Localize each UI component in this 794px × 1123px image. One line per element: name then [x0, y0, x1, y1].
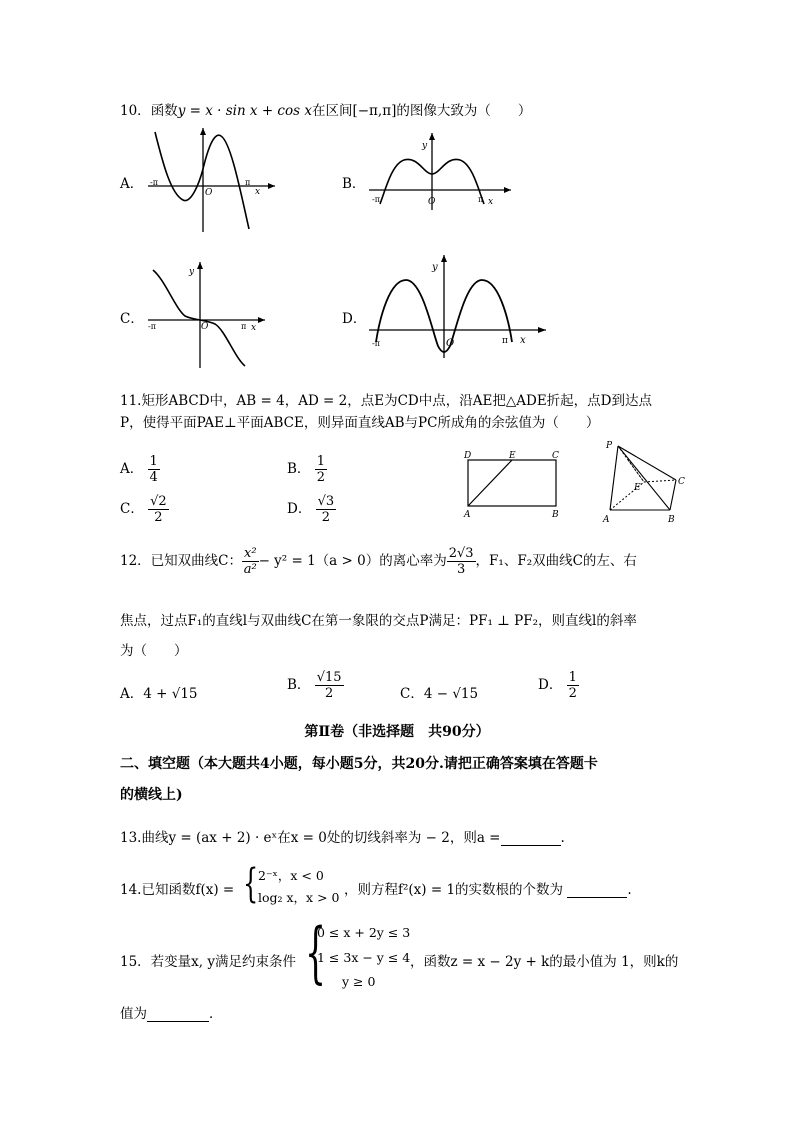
q11-option-b-label: B．	[287, 461, 311, 477]
q11-option-a-num: 1	[149, 454, 158, 469]
q14-tail	[344, 878, 632, 898]
q10-b-neg-pi: -π	[372, 195, 380, 204]
q11-solid-e: E	[634, 483, 641, 493]
q11-option-a-fraction	[148, 454, 160, 485]
q11-option-a	[120, 454, 160, 485]
q10-option-b-graph	[366, 128, 516, 213]
q10-stem	[120, 99, 531, 119]
q12-ecc-num: 2√3	[448, 546, 474, 561]
q15-line2	[120, 1002, 223, 1022]
q15-answer-blank[interactable]	[147, 1007, 209, 1022]
q11-solid-a: A	[603, 515, 610, 525]
q15-line2-text: 值为	[120, 1006, 147, 1022]
q12-prefix: 12．已知双曲线C：	[120, 553, 243, 569]
q11-line1: 11.矩形ABCD中，AB = 4，AD = 2，点E为CD中点，沿AE把△ADE折起，点D到达点	[120, 393, 652, 409]
q10-stem-prefix: 函数	[150, 103, 178, 119]
q11-option-d-den: 2	[321, 510, 331, 525]
q12-line3: 为（ ）	[120, 643, 188, 659]
q11-rect-d: D	[464, 451, 472, 461]
part2-title: 第Ⅱ卷（非选择题 共90分）	[304, 724, 490, 740]
q11-option-b-den: 2	[316, 470, 325, 485]
q12-option-c-label: C．	[400, 686, 424, 702]
q14-answer-blank[interactable]	[567, 883, 627, 898]
q14-brace: {	[243, 861, 259, 907]
q11-option-d-fraction	[316, 494, 337, 525]
q11-option-d-label: D．	[287, 501, 312, 517]
q10-a-x: x	[255, 187, 261, 197]
q10-option-c-graph	[145, 258, 270, 370]
q11-option-c-label: C．	[120, 501, 144, 517]
q11-option-a-label: A．	[120, 461, 144, 477]
q11-rect-c: C	[552, 451, 559, 461]
q11-rectangle-figure	[458, 448, 568, 520]
q13-answer-blank[interactable]	[501, 831, 561, 846]
q10-b-pi: π	[478, 195, 484, 204]
section-heading-line1: 二、填空题（本大题共4小题，每小题5分，共20分.请把正确答案填在答题卡	[120, 756, 598, 772]
q12-option-d-fraction	[567, 670, 579, 701]
q12-option-a	[120, 682, 198, 702]
q11-rect-b: B	[552, 510, 559, 520]
q10-d-x: x	[520, 335, 526, 346]
q12-option-d-label: D．	[538, 677, 563, 693]
q10-d-neg-pi: -π	[372, 339, 380, 348]
q12-option-d-num: 1	[568, 670, 577, 685]
q10-number: 10．	[120, 103, 151, 119]
q10-c-y: y	[189, 267, 195, 277]
q10-option-b-label: B．	[342, 176, 366, 192]
q12-suffix: ，F₁、F₂双曲线C的左、右	[475, 553, 637, 569]
q11-rect-a: A	[464, 510, 471, 520]
q12-option-b-label: B．	[287, 677, 311, 693]
q10-stem-suffix: 的图像大致为（ ）	[396, 103, 532, 119]
q12-option-d	[538, 670, 579, 701]
q12-option-b-den: 2	[324, 686, 334, 701]
q11-option-d-num: √3	[317, 494, 335, 509]
q12-option-c	[400, 682, 478, 702]
q14-prefix: 14.已知函数f(x) =	[120, 882, 235, 898]
q11-option-b	[287, 454, 327, 485]
q11-option-c-fraction	[148, 494, 169, 525]
q10-interval: [−π,π]	[352, 103, 397, 119]
q13-end: .	[560, 830, 565, 846]
q10-option-d-label: D．	[342, 311, 367, 327]
q10-a-pi: π	[245, 178, 251, 187]
q11-rect-e: E	[509, 451, 516, 461]
q10-c-origin: O	[201, 322, 209, 332]
q10-b-origin: O	[428, 197, 436, 207]
q13-text: 13.曲线y = (ax + 2) · eˣ在x = 0处的切线斜率为 − 2，则a =	[120, 830, 501, 846]
q10-option-a-graph	[145, 124, 280, 234]
q10-stem-mid: 在区间	[311, 103, 353, 119]
q12-eq-den: a²	[243, 562, 257, 577]
q14-case2: log₂ x，x > 0	[258, 890, 340, 905]
q15-constraint-2: 1 ≤ 3x − y ≤ 4	[317, 950, 411, 965]
q15-suffix: ，函数z = x − 2y + k的最小值为 1，则k的	[410, 954, 679, 970]
q11-option-c	[120, 494, 169, 525]
q10-formula: y = x · sin x + cos x	[177, 103, 312, 119]
q11-option-d	[287, 494, 336, 525]
q10-c-neg-pi: -π	[148, 322, 156, 331]
q12-ecc-fraction	[447, 546, 476, 577]
q10-option-d-graph	[366, 250, 551, 360]
q13-line	[120, 826, 565, 846]
q10-b-x: x	[488, 197, 494, 207]
section-heading-line2: 的横线上)	[120, 787, 183, 803]
q10-option-a-label: A．	[120, 176, 144, 192]
q12-option-b-fraction	[315, 670, 344, 701]
q12-eq-num: x²	[244, 546, 257, 561]
q14-suffix: ，则方程f²(x) = 1的实数根的个数为	[344, 882, 564, 898]
q15-prefix: 15．若变量x, y满足约束条件	[120, 954, 297, 970]
q10-a-neg-pi: -π	[150, 178, 158, 187]
q11-solid-b: B	[668, 515, 675, 525]
q11-option-b-num: 1	[316, 454, 325, 469]
q10-c-x: x	[251, 323, 257, 333]
q11-option-c-den: 2	[154, 510, 163, 525]
q10-a-origin: O	[205, 188, 213, 198]
q10-option-c-label: C．	[120, 311, 144, 327]
q12-ecc-den: 3	[456, 562, 466, 577]
q10-b-y: y	[422, 141, 428, 151]
q10-d-y: y	[432, 262, 438, 273]
q11-line2: P，使得平面PAE⊥平面ABCE，则异面直线AB与PC所成角的余弦值为（ ）	[120, 415, 600, 431]
q12-line1	[120, 546, 637, 577]
q15-end: ．	[209, 1006, 223, 1022]
q12-option-a-label: A．	[120, 686, 144, 702]
q11-option-c-num: √2	[150, 494, 167, 509]
q10-c-pi: π	[241, 322, 247, 331]
q14-end: .	[627, 882, 632, 898]
q12-option-b	[287, 670, 344, 701]
q10-d-pi: π	[502, 336, 508, 346]
q11-solid-c: C	[678, 477, 685, 487]
q12-option-c-value: 4 − √15	[423, 686, 479, 702]
q11-option-b-fraction	[315, 454, 327, 485]
q11-folded-figure	[598, 438, 693, 526]
q10-d-origin: O	[446, 338, 455, 349]
q15-brace: {	[305, 914, 326, 991]
q12-option-b-num: √15	[316, 670, 342, 685]
q11-solid-p: P	[606, 441, 613, 451]
q12-option-a-value: 4 + √15	[143, 686, 198, 702]
q15-constraint-3: y ≥ 0	[342, 974, 376, 989]
q14-case1: 2⁻ˣ，x < 0	[258, 868, 324, 883]
q12-eq-fraction	[242, 546, 259, 577]
q15-constraint-1: 0 ≤ x + 2y ≤ 3	[317, 925, 411, 940]
q12-eq-rest: − y² = 1（a > 0）的离心率为	[258, 553, 447, 569]
q12-line2: 焦点，过点F₁的直线l与双曲线C在第一象限的交点P满足：PF₁ ⊥ PF₂，则直线l的斜率	[120, 613, 637, 629]
q12-option-d-den: 2	[568, 686, 577, 701]
q11-option-a-den: 4	[149, 470, 158, 485]
